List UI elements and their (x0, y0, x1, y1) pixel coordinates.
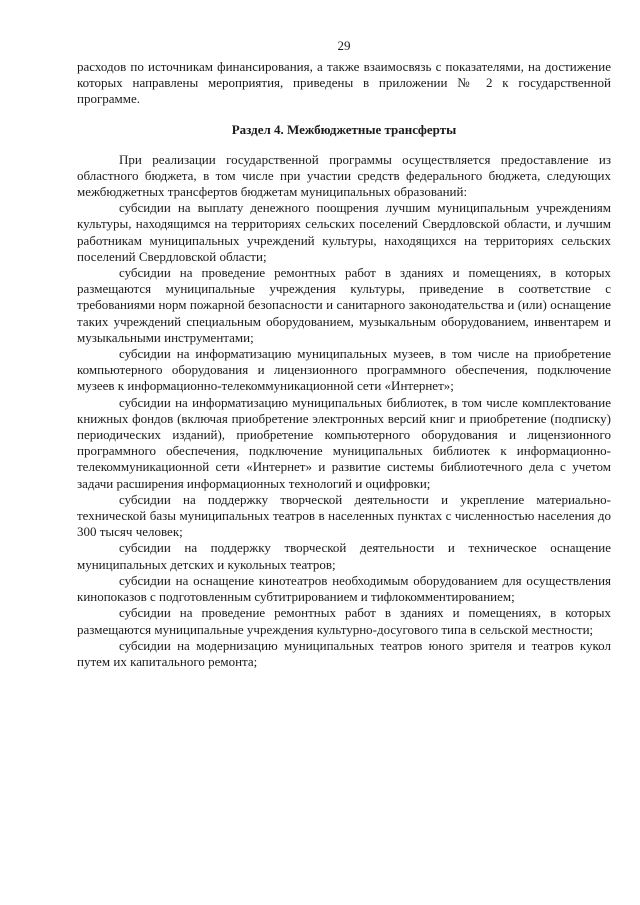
paragraph-subsidy-cinemas: субсидии на оснащение кинотеатров необходимым оборудованием для осуществления кинопоказов с подготовленным субтитрированием и тифлокомментированием; (77, 572, 611, 605)
paragraph-subsidy-youth-theatres: субсидии на модернизацию муниципальных театров юного зрителя и театров кукол путем их капитального ремонта; (77, 637, 611, 669)
paragraph-subsidy-rural-culture: субсидии на выплату денежного поощрения лучшим муниципальным учреждениям культуры, находящимся на территориях сельских поселений Свердловской области, и лучшим работникам муниципальных учреждений культуры, находящихся на территориях сельских поселений Свердловской области; (77, 200, 611, 264)
intro-paragraph: расходов по источникам финансирования, а также взаимосвязь с показателями, на достижение которых направлены мероприятия, приведены в приложении № 2 к государственной программе. (77, 59, 611, 107)
paragraph-intro-transfers: При реализации государственной программы осуществляется предоставление из областного бюджета, в том числе при участии средств федерального бюджета, следующих межбюджетных трансфертов бюджетам муниципальных образований: (77, 151, 611, 200)
paragraph-subsidy-puppet-theatres: субсидии на поддержку творческой деятельности и техническое оснащение муниципальных детских и кукольных театров; (77, 540, 611, 572)
paragraph-subsidy-rural-leisure: субсидии на проведение ремонтных работ в зданиях и помещениях, в которых размещаются муниципальные учреждения культурно-досугового типа в сельской местности; (77, 605, 611, 637)
paragraph-subsidy-theatres: субсидии на поддержку творческой деятельности и укрепление материально-технической базы муниципальных театров в населенных пунктах с численностью населения до 300 тысяч человек; (77, 491, 611, 540)
paragraph-subsidy-repairs-culture: субсидии на проведение ремонтных работ в зданиях и помещениях, в которых размещаются муниципальные учреждения культуры, приведение в соответствие с требованиями норм пожарной безопасности и санитарного законодательства и (или) оснащение таких учреждений специальным оборудованием, музыкальным оборудованием, инвентарем и музыкальными инструментами; (77, 265, 611, 345)
page-number: 29 (337, 38, 351, 53)
paragraph-subsidy-museums: субсидии на информатизацию муниципальных музеев, в том числе на приобретение компьютерного оборудования и лицензионного программного обеспечения, подключение музеев к информационно-телекоммуникационной сети «Интернет»; (77, 346, 611, 394)
paragraph-subsidy-libraries: субсидии на информатизацию муниципальных библиотек, в том числе комплектование книжных фондов (включая приобретение электронных версий книг и приобретение (подписку) периодических изданий), приобретение компьютерного оборудования и лицензионного программного обеспечения, подключение муниципальных библиотек к информационно-телекоммуникационной сети «Интернет» и развитие системы библиотечного дела с учетом задачи расширения информационных технологий и оцифровки; (77, 394, 611, 491)
section-title: Раздел 4. Межбюджетные трансферты (231, 121, 457, 137)
